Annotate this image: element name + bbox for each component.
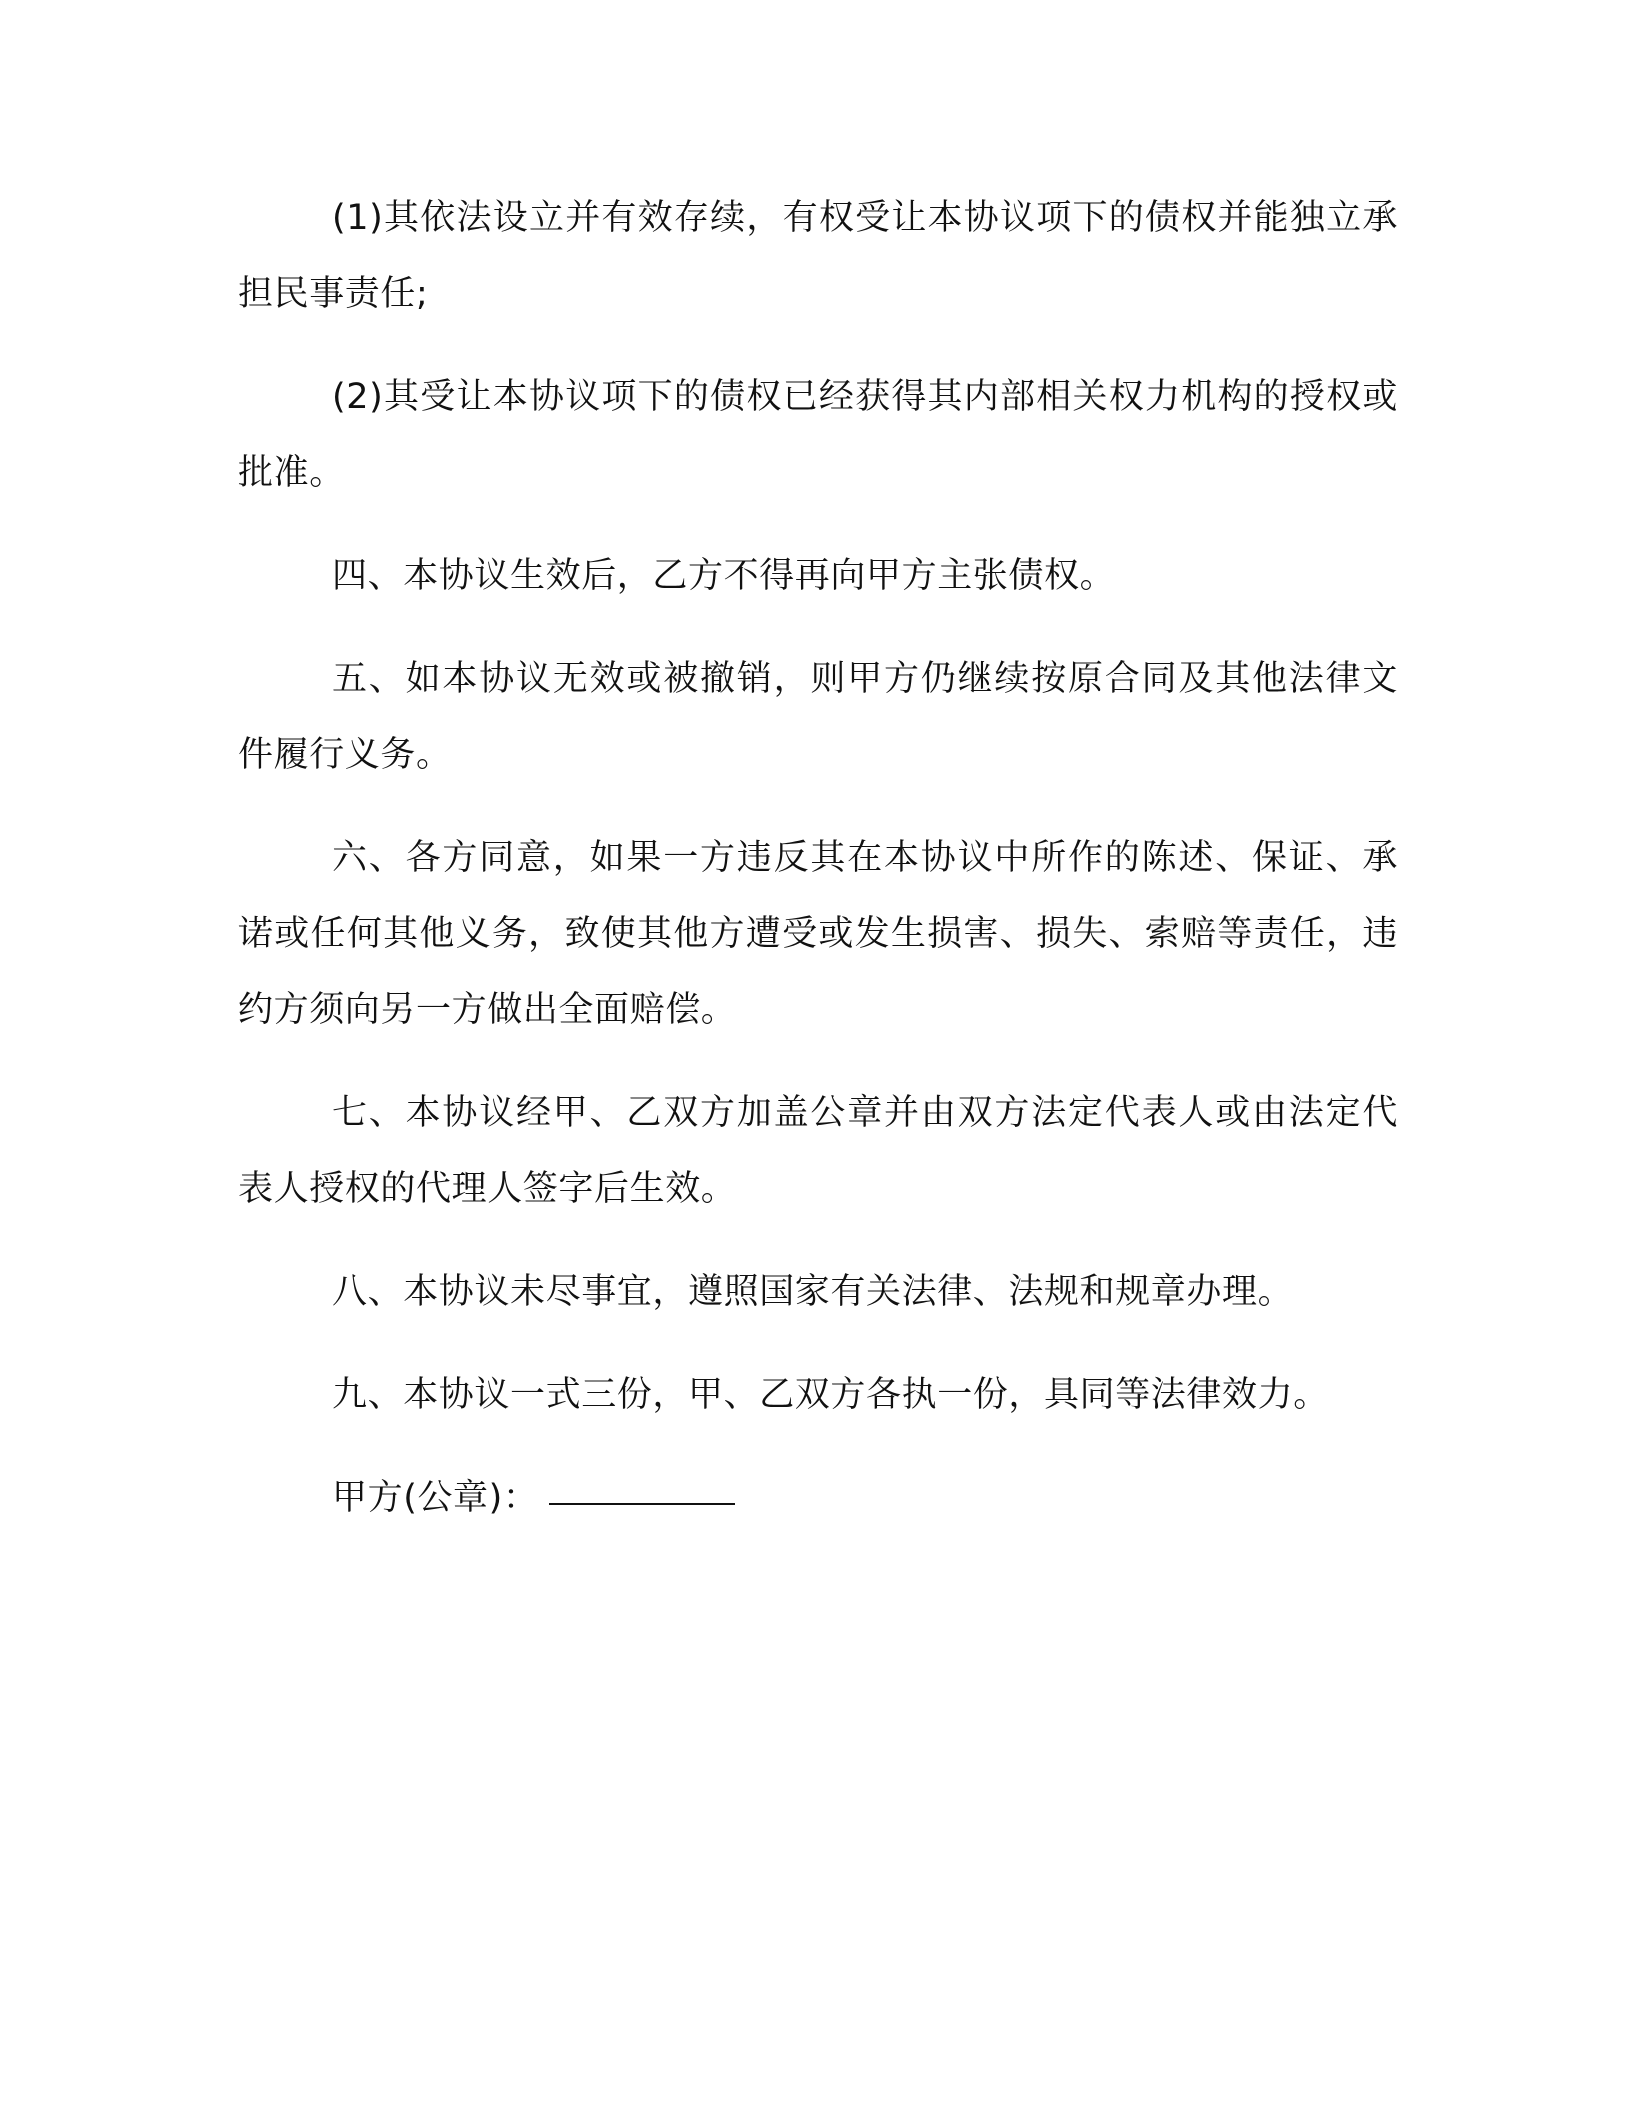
party-a-seal-label: 甲方(公章)： [332,1478,539,1518]
clause-six: 六、各方同意，如果一方违反其在本协议中所作的陈述、保证、承诺或任何其他义务，致使其他方遭受或发生损害、损失、索赔等责任，违约方须向另一方做出全面赔偿。 [238,838,1398,1030]
clause-2-authorization: (2)其受让本协议项下的债权已经获得其内部相关权力机构的授权或批准。 [238,377,1398,493]
clause-five: 五、如本协议无效或被撤销，则甲方仍继续按原合同及其他法律文件履行义务。 [238,659,1398,775]
clause-four: 四、本协议生效后，乙方不得再向甲方主张债权。 [332,556,1116,596]
party-a-signature-line [238,1460,1398,1536]
clause-seven: 七、本协议经甲、乙双方加盖公章并由双方法定代表人或由法定代表人授权的代理人签字后生效。 [238,1093,1398,1209]
document-page [238,180,1398,1536]
clause-1-qualification: (1)其依法设立并有效存续，有权受让本协议项下的债权并能独立承担民事责任; [238,198,1398,314]
clause-nine: 九、本协议一式三份，甲、乙双方各执一份，具同等法律效力。 [332,1375,1329,1415]
clause-eight: 八、本协议未尽事宜，遵照国家有关法律、法规和规章办理。 [332,1272,1294,1312]
signature-blank [549,1503,735,1505]
